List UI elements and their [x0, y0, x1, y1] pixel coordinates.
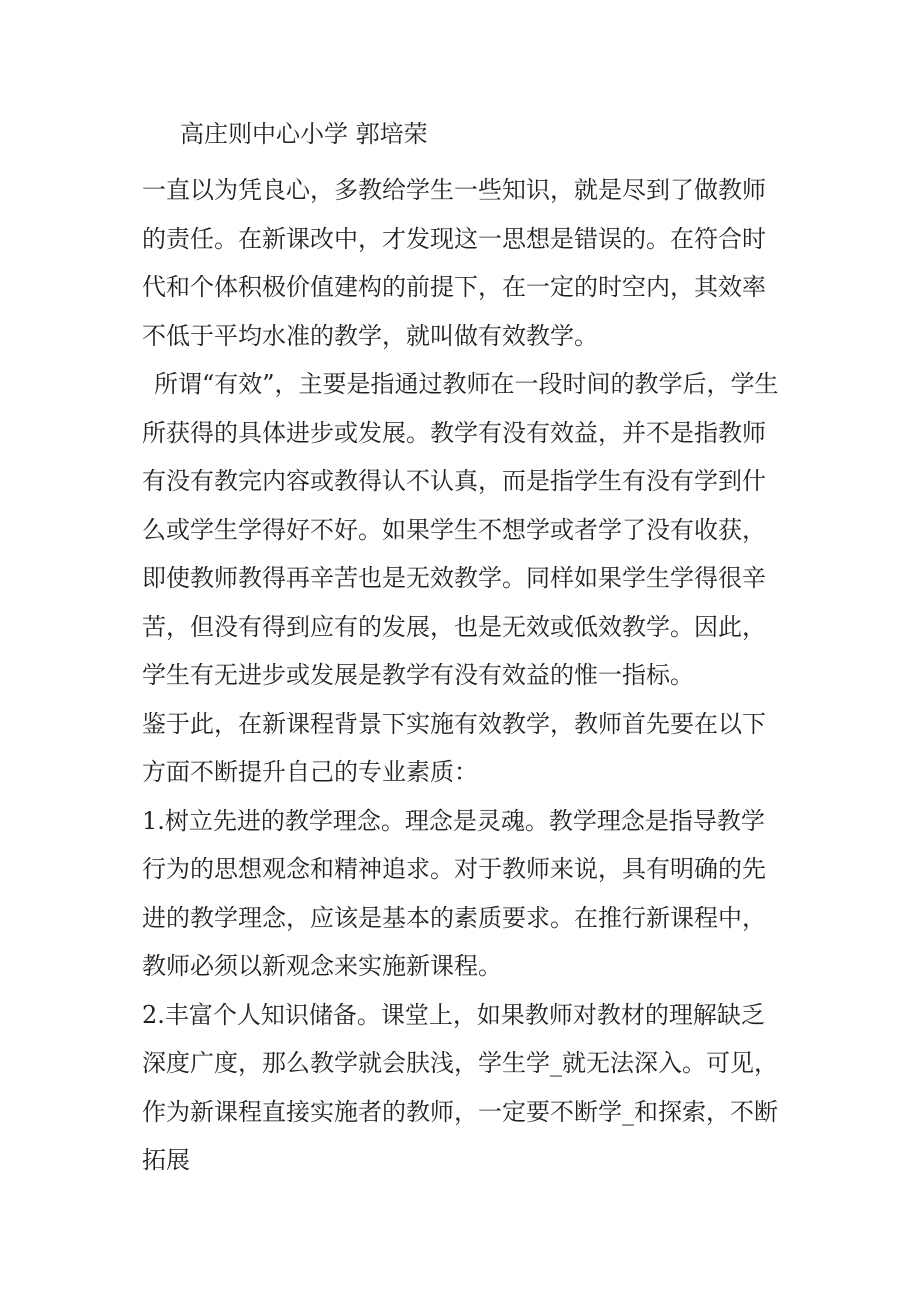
paragraph-intro: 一直以为凭良心，多教给学生一些知识，就是尽到了做教师的责任。在新课改中，才发现这一思想是错误的。在符合时代和个体积极价值建构的前提下，在一定的时空内，其效率不低于平均水准的教学，就叫做有效教学。: [142, 176, 766, 350]
paragraph-point-1: 1.树立先进的教学理念。理念是灵魂。教学理念是指导教学行为的思想观念和精神追求。对于教师来说，具有明确的先进的教学理念，应该是基本的素质要求。在推行新课程中，教师必须以新观念来实施新课程。: [142, 806, 766, 980]
paragraph-transition: 鉴于此，在新课程背景下实施有效教学，教师首先要在以下方面不断提升自己的专业素质：: [142, 709, 766, 786]
document-body: [142, 166, 782, 1185]
paragraph-effective-definition: 所谓“有效”，主要是指通过教师在一段时间的教学后，学生所获得的具体进步或发展。教学有没有效益，并不是指教师有没有教完内容或教得认不认真，而是指学生有没有学到什么或学生学得好不好。如果学生不想学或者学了没有收获，即使教师教得再辛苦也是无效教学。同样如果学生学得很辛苦，但没有得到应有的发展，也是无效或低效教学。因此，学生有无进步或发展是教学有没有效益的惟一指标。: [142, 370, 779, 689]
author-line: 高庄则中心小学 郭培荣: [180, 120, 428, 148]
paragraph-point-2: 2.丰富个人知识储备。课堂上，如果教师对教材的理解缺乏深度广度，那么教学就会肤浅，学生学_就无法深入。可见，作为新课程直接实施者的教师，一定要不断学_和探索，不断拓展: [142, 1000, 778, 1174]
